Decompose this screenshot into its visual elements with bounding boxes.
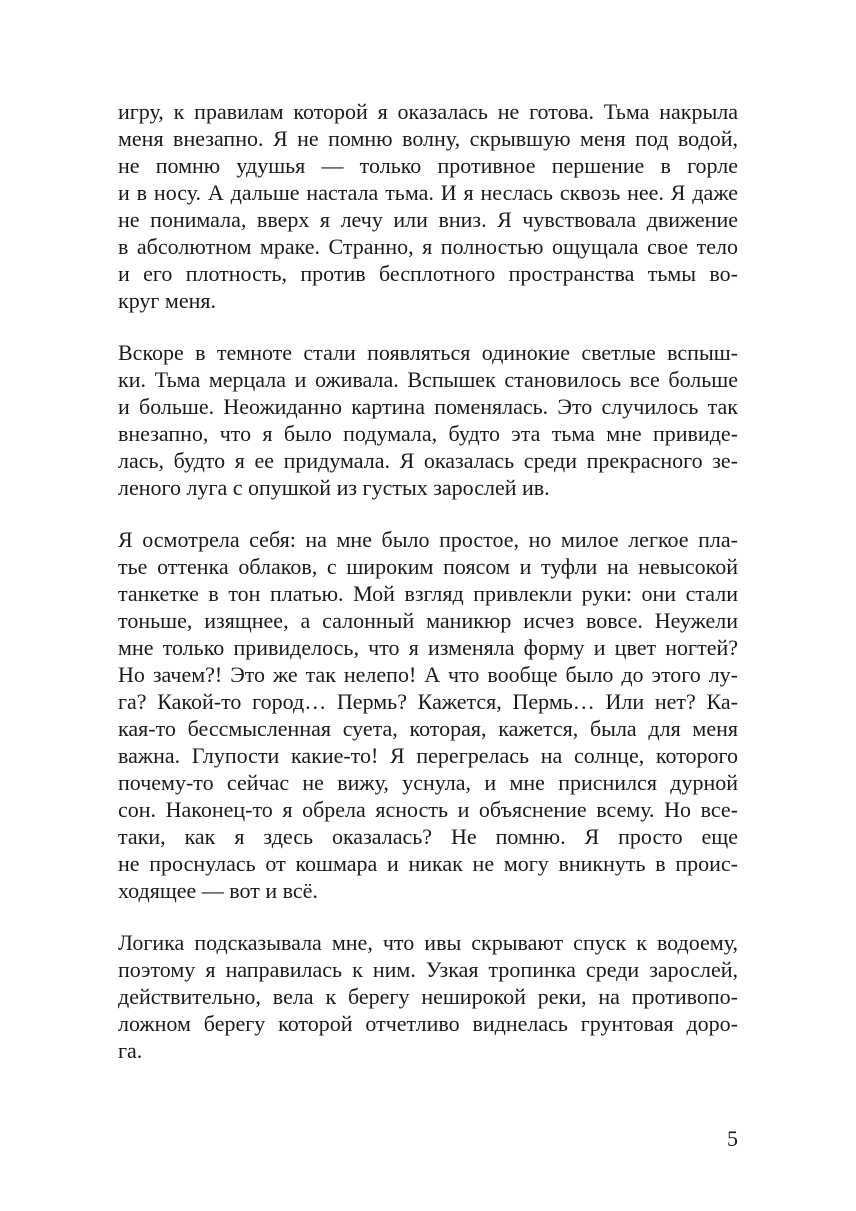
text-line: га? Какой-то город… Пермь? Кажется, Пермь… Или нет? Ка- [118,689,738,714]
text-line: в абсолютном мраке. Странно, я полностью ощущала свое тело [118,234,738,259]
text-line: действительно, вела к берегу неширокой реки, на противопо- [118,984,738,1009]
text-line: лась, будто я ее придумала. Я оказалась среди прекрасного зе- [118,448,738,473]
text-line: меня внезапно. Я не помню волну, скрывшую меня под водой, [118,126,738,151]
text-line: сон. Наконец-то я обрела ясность и объяснение всему. Но все- [118,797,738,822]
text-line: мне только привиделось, что я изменяла форму и цвет ногтей? [118,635,738,660]
text-line: не проснулась от кошмара и никак не могу вникнуть в проис- [118,851,738,876]
text-line: ки. Тьма мерцала и оживала. Вспышек становилось все больше [118,367,738,392]
text-line: почему-то сейчас не вижу, уснула, и мне приснился дурной [118,770,738,795]
paragraph-1 [118,98,738,314]
text-line: леного луга с опушкой из густых зарослей ив. [118,475,550,500]
text-line: игру, к правилам которой я оказалась не готова. Тьма накрыла [118,99,738,124]
text-line: Логика подсказывала мне, что ивы скрывают спуск к водоему, [118,930,738,955]
text-line: не помню удушья — только противное першение в горле [118,153,738,178]
text-line: тье оттенка облаков, с широким поясом и туфли на невысокой [118,554,738,579]
text-line: ложном берегу которой отчетливо виднелась грунтовая доро- [118,1011,738,1036]
text-line: Но зачем?! Это же так нелепо! А что вообще было до этого лу- [118,662,738,687]
text-line: и его плотность, против бесплотного пространства тьмы во- [118,261,738,286]
page-body [118,98,738,1089]
text-line: ходящее — вот и всё. [118,878,318,903]
text-line: таки, как я здесь оказалась? Не помню. Я просто еще [118,824,738,849]
paragraph-4 [118,929,738,1064]
text-line: кая-то бессмысленная суета, которая, кажется, была для меня [118,716,738,741]
text-line: Я осмотрела себя: на мне было простое, но милое легкое пла- [118,527,738,552]
text-line: га. [118,1038,143,1063]
text-line: танкетке в тон платью. Мой взгляд привлекли руки: они стали [118,581,738,606]
text-line: тоньше, изящнее, а салонный маникюр исчез вовсе. Неужели [118,608,738,633]
paragraph-2 [118,339,738,501]
text-line: и в носу. А дальше настала тьма. И я неслась сквозь нее. Я даже [118,180,738,205]
page-number: 5 [727,1126,738,1151]
text-line: не понимала, вверх я лечу или вниз. Я чувствовала движение [118,207,738,232]
text-line: важна. Глупости какие-то! Я перегрелась на солнце, которого [118,743,738,768]
text-line: Вскоре в темноте стали появляться одинокие светлые вспыш- [118,340,738,365]
text-line: и больше. Неожиданно картина поменялась. Это случилось так [118,394,738,419]
text-line: внезапно, что я было подумала, будто эта тьма мне привиде- [118,421,738,446]
paragraph-3 [118,526,738,904]
text-line: поэтому я направилась к ним. Узкая тропинка среди зарослей, [118,957,738,982]
text-line: круг меня. [118,288,217,313]
